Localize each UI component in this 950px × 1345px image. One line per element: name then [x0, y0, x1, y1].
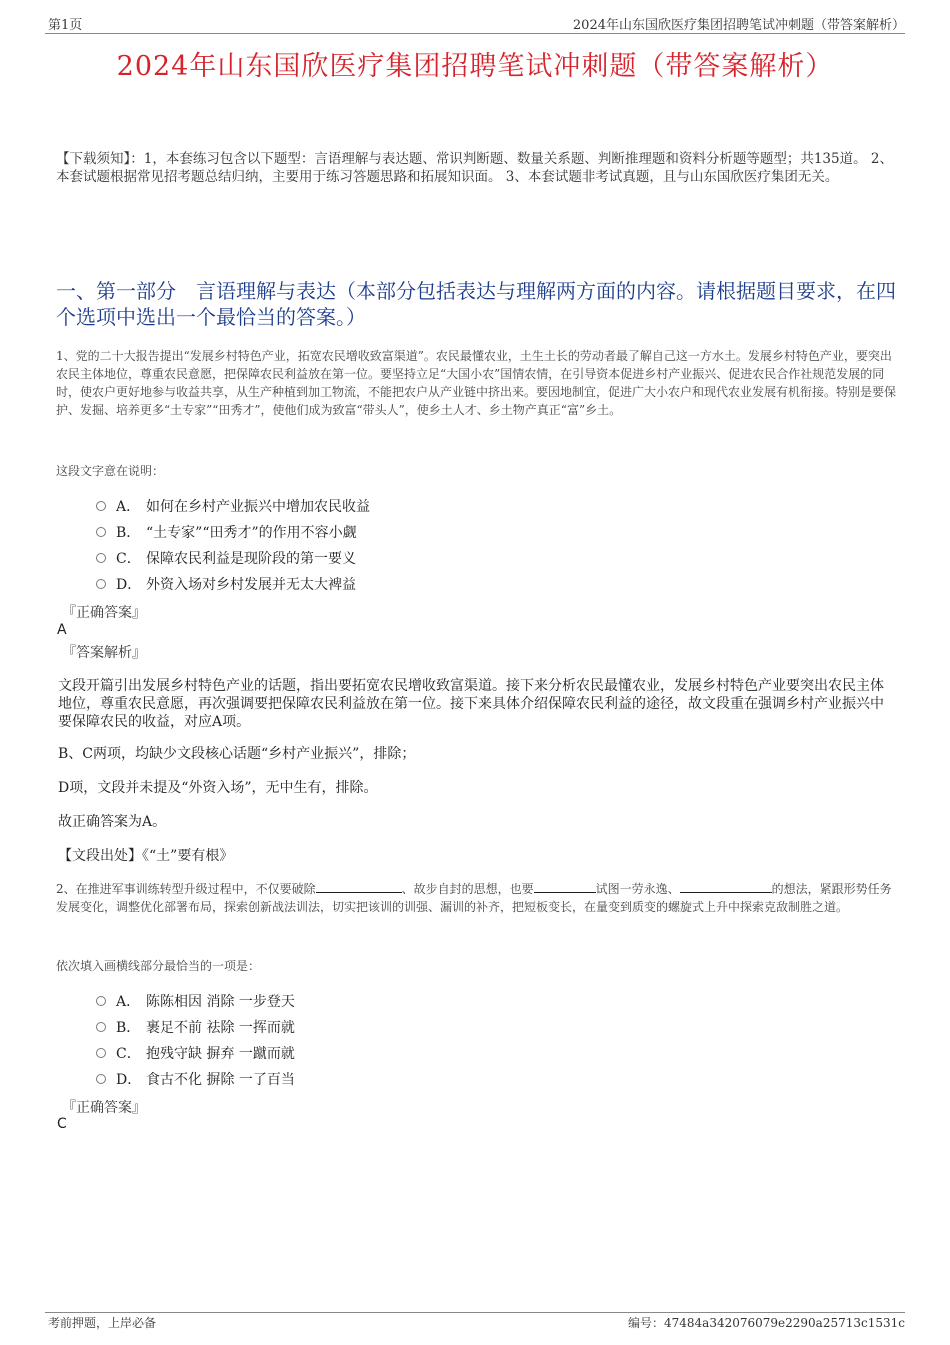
- q2-answer: C: [57, 1116, 67, 1132]
- q1-option-b[interactable]: [96, 522, 357, 542]
- q2-option-d[interactable]: [96, 1069, 295, 1089]
- option-text: 食古不化 摒除 一了百当: [146, 1072, 295, 1088]
- radio-icon[interactable]: [96, 1074, 106, 1084]
- radio-icon[interactable]: [96, 527, 106, 537]
- option-text: 外资入场对乡村发展并无太大裨益: [146, 577, 356, 593]
- question-1-text: 1、党的二十大报告提出“发展乡村特色产业，拓宽农民增收致富渠道”。农民最懂农业，土生土长的劳动者最了解自己这一方水土。发展乡村特色产业，要突出农民主体地位，尊重农民意愿，把保障农民利益放在第一位。要坚持立足“大国小农”国情农情，在引导资本促进乡村产业振兴、促进农民合作社规范发展的同时，使农户更好地参与收益共享，从生产种植到加工物流，不能把农户从产业链中挤出来。要因地制宜，促进广大小农户和现代农业发展有机衔接。特别是要保护、发掘、培养更多“土专家”“田秀才”，使他们成为致富“带头人”，使乡土人才、乡土物产真正“富”乡土。: [56, 349, 897, 417]
- q1-analysis: 文段开篇引出发展乡村特色产业的话题，指出要拓宽农民增收致富渠道。接下来分析农民最懂农业，发展乡村特色产业要突出农民主体地位，尊重农民意愿，再次强调要把保障农民利益放在第一位。接下来具体介绍保障农民利益的途径，故文段重在强调乡村产业振兴中要保障农民的收益，对应A项。: [58, 678, 884, 730]
- radio-icon[interactable]: [96, 553, 106, 563]
- q2-option-b[interactable]: [96, 1017, 295, 1037]
- download-notice: 【下载须知】：1，本套练习包含以下题型：言语理解与表达题、常识判断题、数量关系题、判断推理题和资料分析题等题型；共135道。 2、本套试题根据常见招考题总结归纳，主要用于练习答题思路和拓展知识面。 3、本套试题非考试真题，且与山东国欣医疗集团无关。: [56, 151, 893, 185]
- footer-divider: [45, 1312, 905, 1313]
- option-letter: A．: [116, 994, 141, 1010]
- q2-option-a[interactable]: [96, 991, 295, 1011]
- question-2-prompt: 依次填入画横线部分最恰当的一项是：: [56, 959, 261, 973]
- page-number: 第1页: [48, 18, 83, 33]
- question-1-prompt: 这段文字意在说明：: [56, 464, 165, 478]
- q1-option-d[interactable]: [96, 574, 356, 594]
- q1-answer-label: 『正确答案』: [62, 605, 146, 621]
- fill-blank-1[interactable]: [316, 880, 402, 893]
- option-letter: C．: [116, 551, 141, 567]
- option-text: 裹足不前 祛除 一挥而就: [146, 1020, 295, 1036]
- option-text: 保障农民利益是现阶段的第一要义: [146, 551, 356, 567]
- q1-option-c[interactable]: [96, 548, 356, 568]
- q1-analysis-d: D项，文段并未提及“外资入场”，无中生有，排除。: [58, 780, 378, 796]
- radio-icon[interactable]: [96, 579, 106, 589]
- option-text: “土专家”“田秀才”的作用不容小觑: [146, 525, 357, 541]
- footer-serial: 编号：47484a342076079e2290a25713c1531c: [628, 1316, 905, 1330]
- option-letter: D．: [116, 577, 142, 593]
- option-letter: B．: [116, 525, 141, 541]
- q1-conclusion: 故正确答案为A。: [58, 814, 167, 830]
- option-letter: D．: [116, 1072, 142, 1088]
- q1-analysis-label: 『答案解析』: [62, 645, 146, 661]
- q2-option-c[interactable]: [96, 1043, 295, 1063]
- option-letter: C．: [116, 1046, 141, 1062]
- q1-analysis-bc: B、C两项，均缺少文段核心话题“乡村产业振兴”，排除；: [58, 746, 416, 762]
- q1-option-a[interactable]: [96, 496, 370, 516]
- fill-blank-2[interactable]: [534, 880, 596, 893]
- q2-text-part: 、故步自封的思想，也要: [401, 882, 534, 896]
- q2-answer-label: 『正确答案』: [62, 1100, 146, 1116]
- option-letter: B．: [116, 1020, 141, 1036]
- q1-source: 【文段出处】《“土”要有根》: [58, 848, 234, 864]
- radio-icon[interactable]: [96, 1048, 106, 1058]
- footer-slogan: 考前押题，上岸必备: [48, 1316, 157, 1330]
- question-2-text: [56, 880, 896, 916]
- option-letter: A．: [116, 499, 141, 515]
- option-text: 抱残守缺 摒弃 一蹴而就: [146, 1046, 295, 1062]
- radio-icon[interactable]: [96, 1022, 106, 1032]
- page-title: 2024年山东国欣医疗集团招聘笔试冲刺题（带答案解析）: [116, 51, 834, 82]
- q2-text-part: 试图一劳永逸、: [595, 882, 680, 896]
- option-text: 如何在乡村产业振兴中增加农民收益: [146, 499, 370, 515]
- option-text: 陈陈相因 消除 一步登天: [146, 994, 295, 1010]
- fill-blank-3[interactable]: [680, 880, 772, 893]
- q2-text-part: 的想法，紧跟形势任务发展变化，调整优化部署布局，探索创新战法训法，切实把该训的训强、漏训的补齐，把短板变长，在量变到质变的螺旋式上升中探索克敌制胜之道。: [56, 882, 892, 914]
- q2-text-part: 2、在推进军事训练转型升级过程中，不仅要破除: [56, 882, 316, 896]
- q1-answer: A: [57, 622, 67, 638]
- section-title: 一、第一部分 言语理解与表达（本部分包括表达与理解两方面的内容。请根据题目要求，在四个选项中选出一个最恰当的答案。）: [56, 279, 896, 329]
- header-divider: [45, 33, 905, 34]
- radio-icon[interactable]: [96, 996, 106, 1006]
- header-doc-title: 2024年山东国欣医疗集团招聘笔试冲刺题（带答案解析）: [572, 18, 905, 33]
- radio-icon[interactable]: [96, 501, 106, 511]
